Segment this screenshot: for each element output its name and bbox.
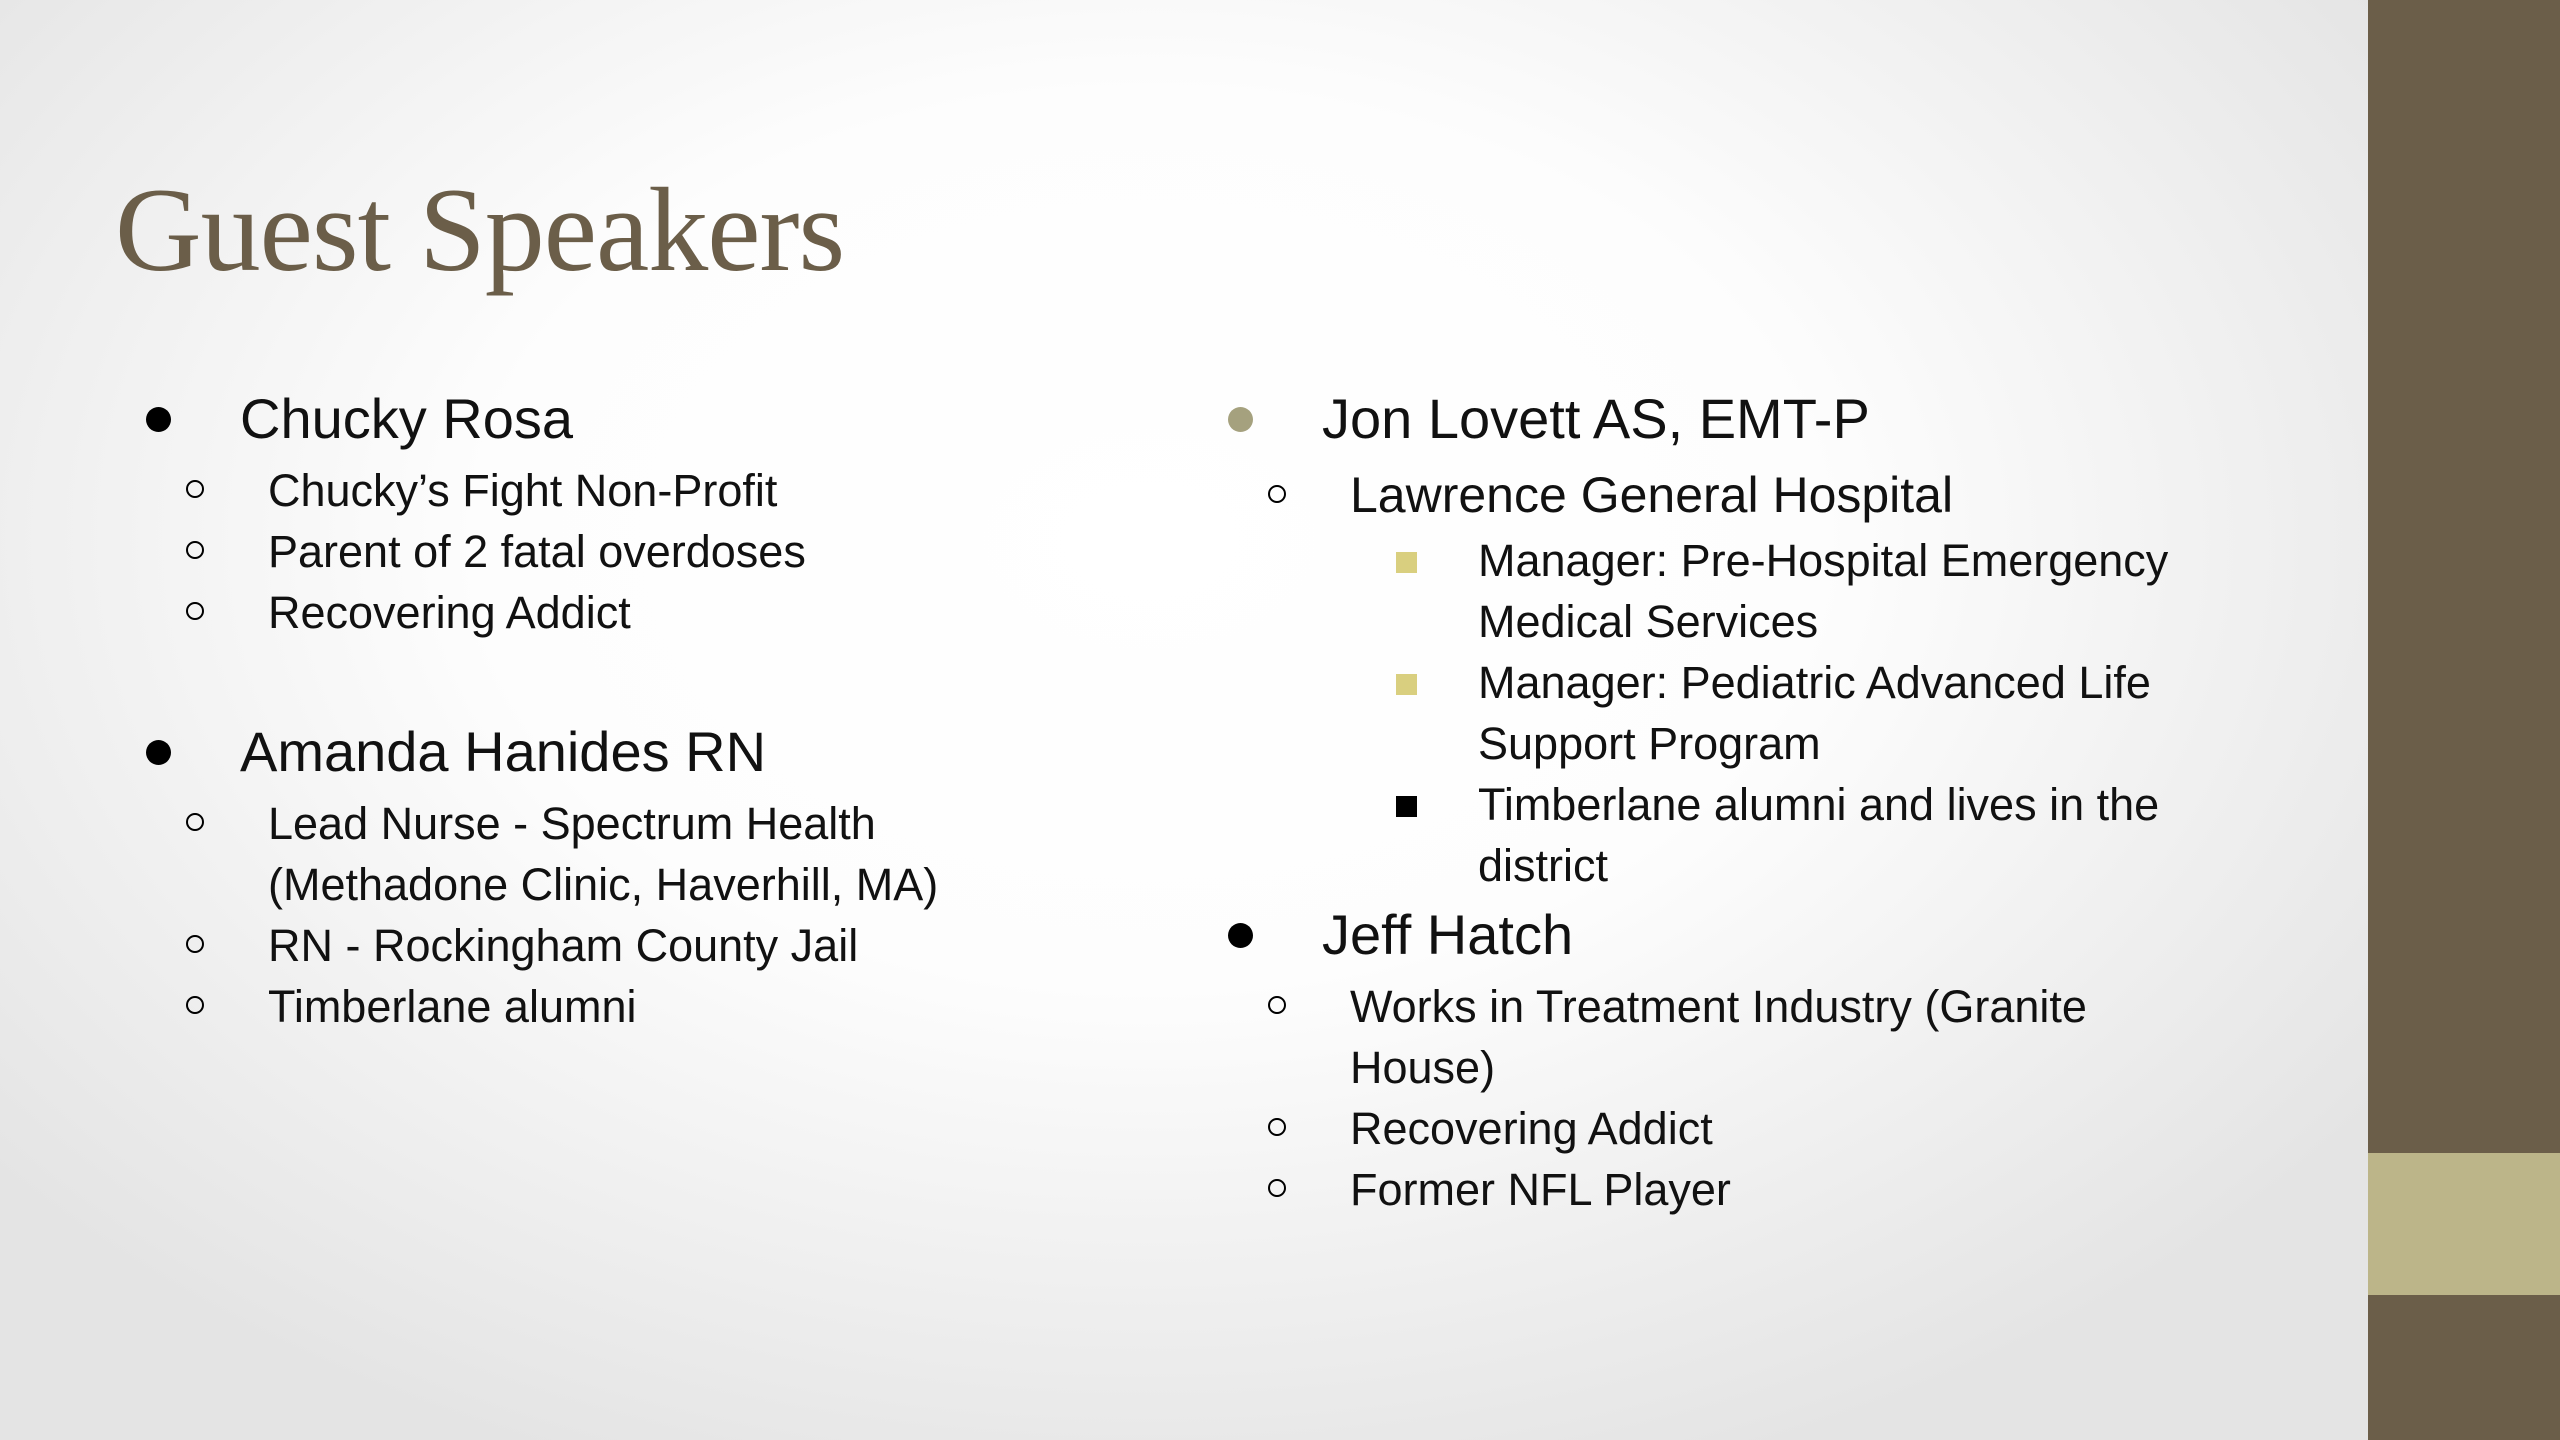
left-column xyxy=(140,380,1150,1037)
right-column xyxy=(1222,380,2302,1220)
role-text: Manager: Pediatric Advanced Life xyxy=(1478,657,2151,708)
hollow-circle-bullet-icon xyxy=(1268,485,1286,503)
speaker-name: Jon Lovett AS, EMT-P xyxy=(1322,387,1870,450)
detail-item xyxy=(140,793,1150,915)
square-black-icon xyxy=(1396,796,1417,817)
role-item xyxy=(1222,652,2302,774)
filled-circle-bullet-icon xyxy=(146,740,171,765)
role-item xyxy=(1222,530,2302,652)
detail-item xyxy=(140,976,1150,1037)
detail-text: Timberlane alumni xyxy=(268,981,637,1032)
detail-item xyxy=(140,460,1150,521)
hollow-circle-bullet-icon xyxy=(186,935,204,953)
hollow-circle-bullet-icon xyxy=(1268,996,1286,1014)
square-gold-icon xyxy=(1396,674,1417,695)
detail-item xyxy=(1222,976,2302,1098)
detail-item xyxy=(1222,1159,2302,1220)
speaker-jeff-hatch xyxy=(1222,896,2302,1220)
detail-item xyxy=(1222,460,2302,530)
filled-circle-bullet-icon xyxy=(146,407,171,432)
hollow-circle-bullet-icon xyxy=(186,996,204,1014)
detail-item xyxy=(140,521,1150,582)
detail-text-continued: House) xyxy=(1350,1042,1496,1093)
slide-title: Guest Speakers xyxy=(115,163,845,296)
speaker-name: Amanda Hanides RN xyxy=(240,720,767,783)
role-text: Manager: Pre-Hospital Emergency xyxy=(1478,535,2169,586)
detail-text-continued: (Methadone Clinic, Haverhill, MA) xyxy=(268,859,939,910)
detail-text: Parent of 2 fatal overdoses xyxy=(268,526,806,577)
speaker-details xyxy=(1222,460,2302,896)
speaker-amanda-hanides xyxy=(140,713,1150,1037)
hollow-circle-bullet-icon xyxy=(186,480,204,498)
detail-text: Works in Treatment Industry (Granite xyxy=(1350,981,2087,1032)
hollow-circle-bullet-icon xyxy=(1268,1118,1286,1136)
detail-item xyxy=(140,915,1150,976)
hollow-circle-bullet-icon xyxy=(186,813,204,831)
speaker-details xyxy=(140,793,1150,1037)
speaker-chucky-rosa xyxy=(140,380,1150,643)
hollow-circle-bullet-icon xyxy=(186,602,204,620)
filled-circle-bullet-icon xyxy=(1228,407,1253,432)
speaker-list-left xyxy=(140,380,1150,1037)
detail-text: Recovering Addict xyxy=(268,587,631,638)
speaker-name: Jeff Hatch xyxy=(1322,903,1574,966)
speaker-details xyxy=(1222,976,2302,1220)
speaker-list-right xyxy=(1222,380,2302,1220)
hollow-circle-bullet-icon xyxy=(186,541,204,559)
hollow-circle-bullet-icon xyxy=(1268,1179,1286,1197)
detail-text: Chucky’s Fight Non-Profit xyxy=(268,465,778,516)
role-text-continued: Support Program xyxy=(1478,718,1821,769)
side-accent-decoration xyxy=(2368,1153,2560,1295)
role-text: Timberlane alumni and lives in the xyxy=(1478,779,2160,830)
speaker-details xyxy=(140,460,1150,643)
detail-text: Former NFL Player xyxy=(1350,1164,1731,1215)
role-item xyxy=(1222,774,2302,896)
role-text-continued: Medical Services xyxy=(1478,596,1819,647)
detail-text: Lead Nurse - Spectrum Health xyxy=(268,798,876,849)
detail-item xyxy=(140,582,1150,643)
square-gold-icon xyxy=(1396,552,1417,573)
detail-text: Lawrence General Hospital xyxy=(1350,467,1954,523)
speaker-jon-lovett xyxy=(1222,380,2302,896)
list-spacer xyxy=(140,643,1150,713)
detail-item xyxy=(1222,1098,2302,1159)
detail-text: RN - Rockingham County Jail xyxy=(268,920,859,971)
detail-text: Recovering Addict xyxy=(1350,1103,1713,1154)
role-text-continued: district xyxy=(1478,840,1609,891)
filled-circle-bullet-icon xyxy=(1228,923,1253,948)
speaker-name: Chucky Rosa xyxy=(240,387,574,450)
